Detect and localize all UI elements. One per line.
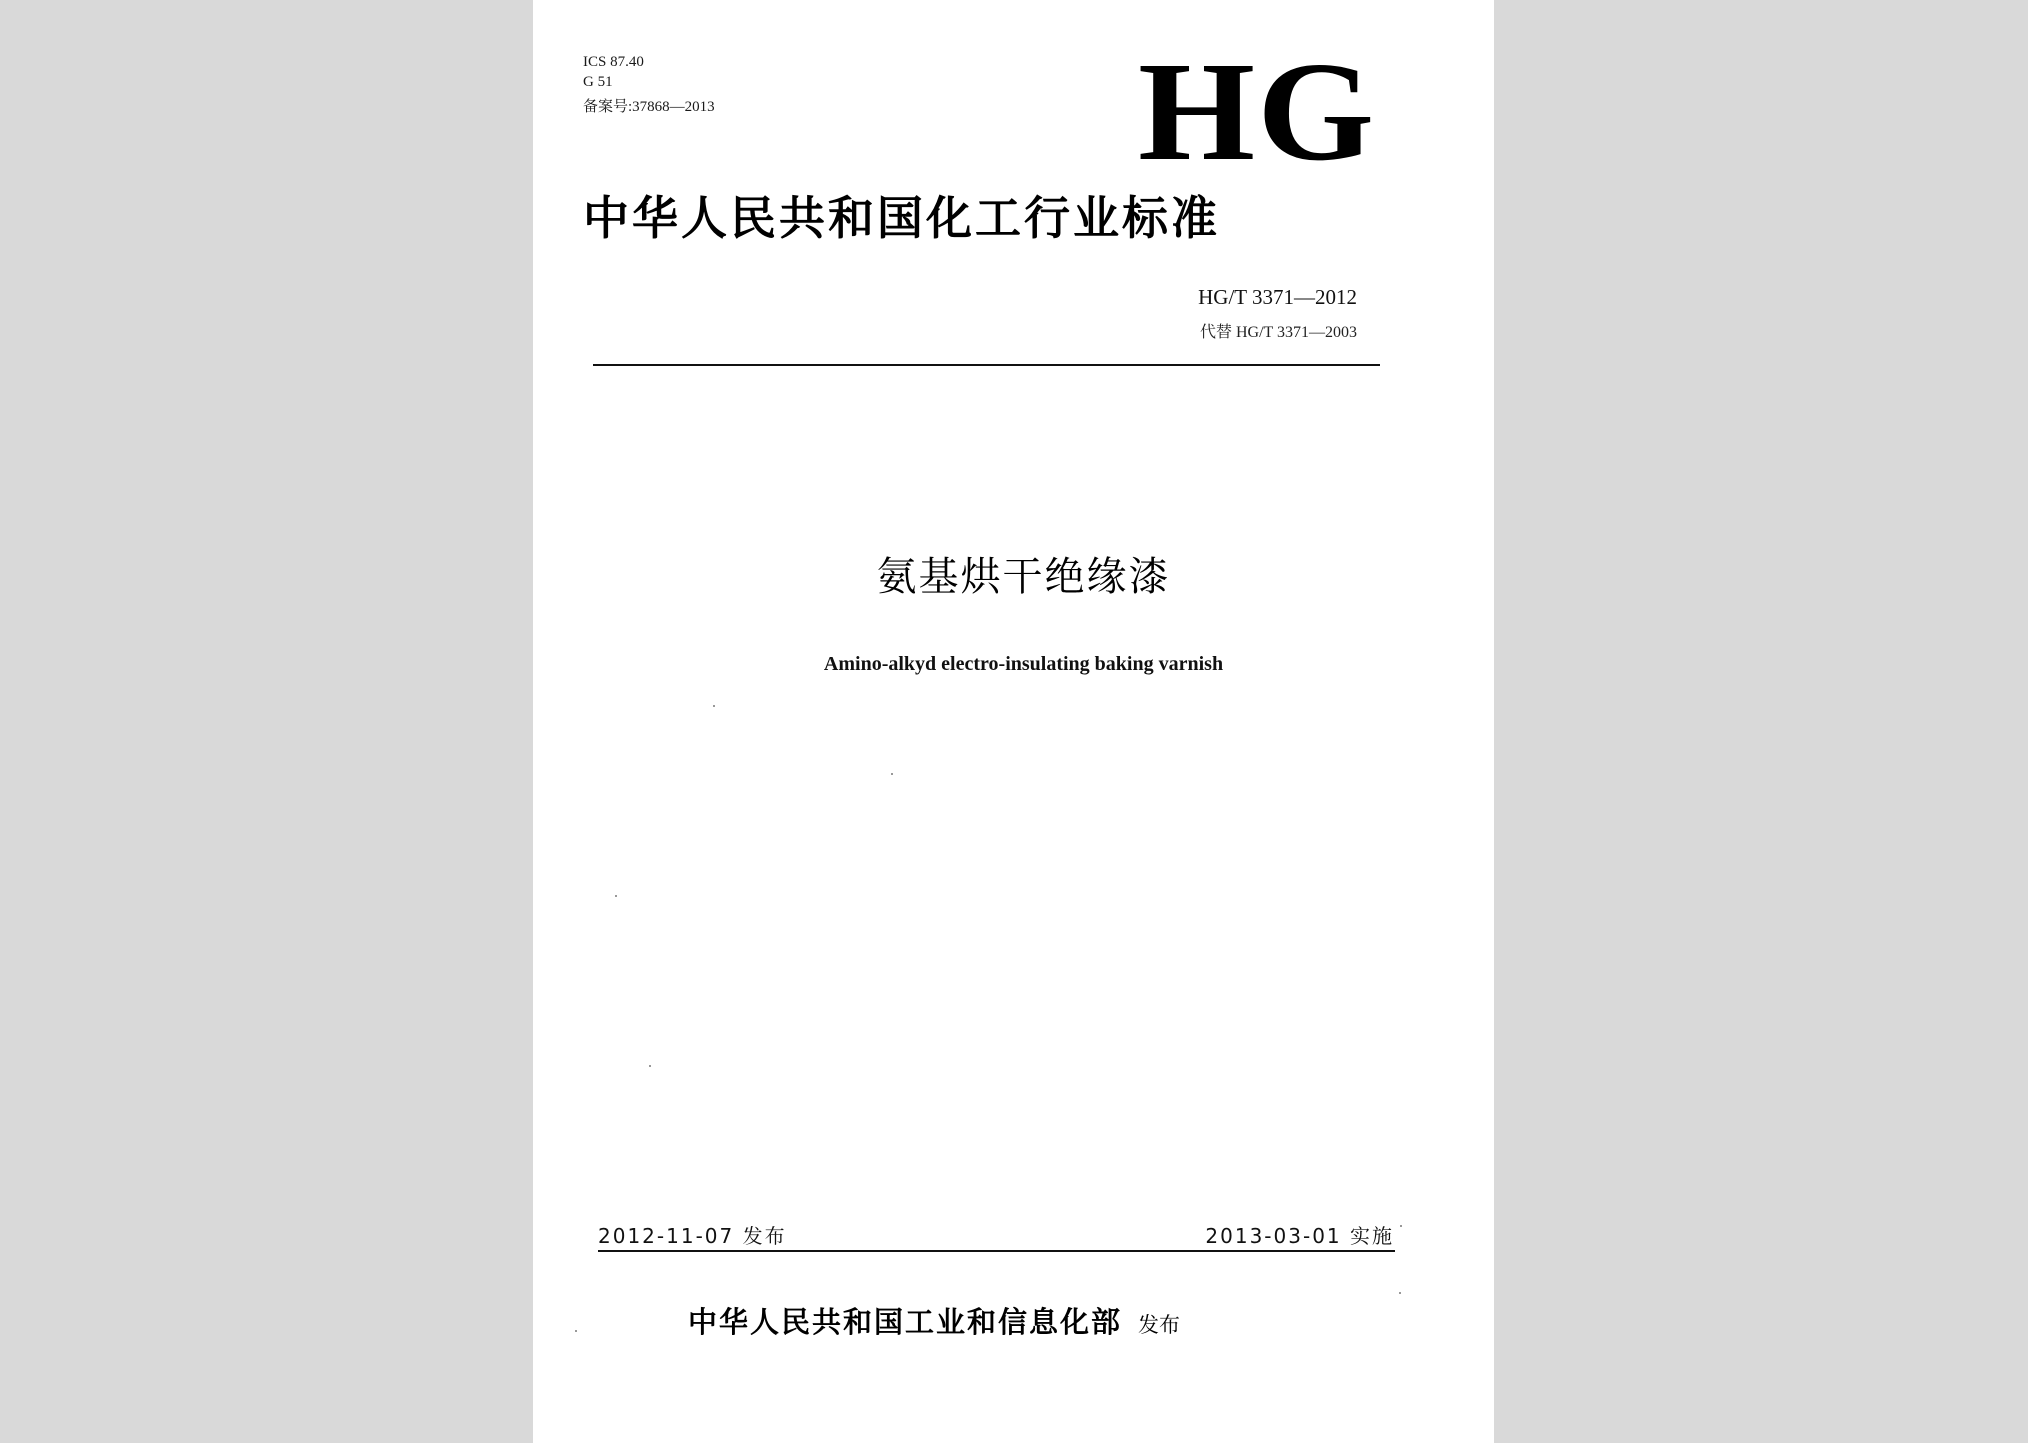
standard-code: HG/T 3371—2012	[1198, 285, 1357, 309]
record-number: 备案号:37868—2013	[583, 99, 715, 115]
issuer-action: 发布	[1138, 1313, 1181, 1337]
header-divider	[593, 364, 1380, 366]
scan-speck	[615, 895, 617, 897]
publish-date: 2012-11-07 发布	[598, 1224, 787, 1248]
document-title-chinese: 氨基烘干绝缘漆	[876, 554, 1171, 600]
replaces-code: 代替 HG/T 3371—2003	[1199, 324, 1357, 341]
ccs-code: G 51	[583, 74, 613, 90]
effective-date: 2013-03-01 实施	[1205, 1224, 1394, 1248]
scan-speck	[649, 1065, 651, 1067]
footer-divider	[598, 1250, 1395, 1252]
issuer-name: 中华人民共和国工业和信息化部	[688, 1305, 1123, 1339]
hg-logo: HG	[1138, 32, 1377, 190]
scan-speck	[575, 1330, 577, 1332]
scan-speck	[891, 773, 893, 775]
standard-title: 中华人民共和国化工行业标准	[583, 191, 1220, 245]
ics-code: ICS 87.40	[583, 54, 644, 70]
document-title-english: Amino-alkyd electro-insulating baking varnish	[823, 653, 1224, 675]
document-page	[533, 0, 1494, 1443]
scan-speck	[1400, 1225, 1402, 1227]
scan-speck	[713, 705, 715, 707]
issuer-line	[688, 1300, 1180, 1341]
scan-speck	[1399, 1292, 1401, 1294]
